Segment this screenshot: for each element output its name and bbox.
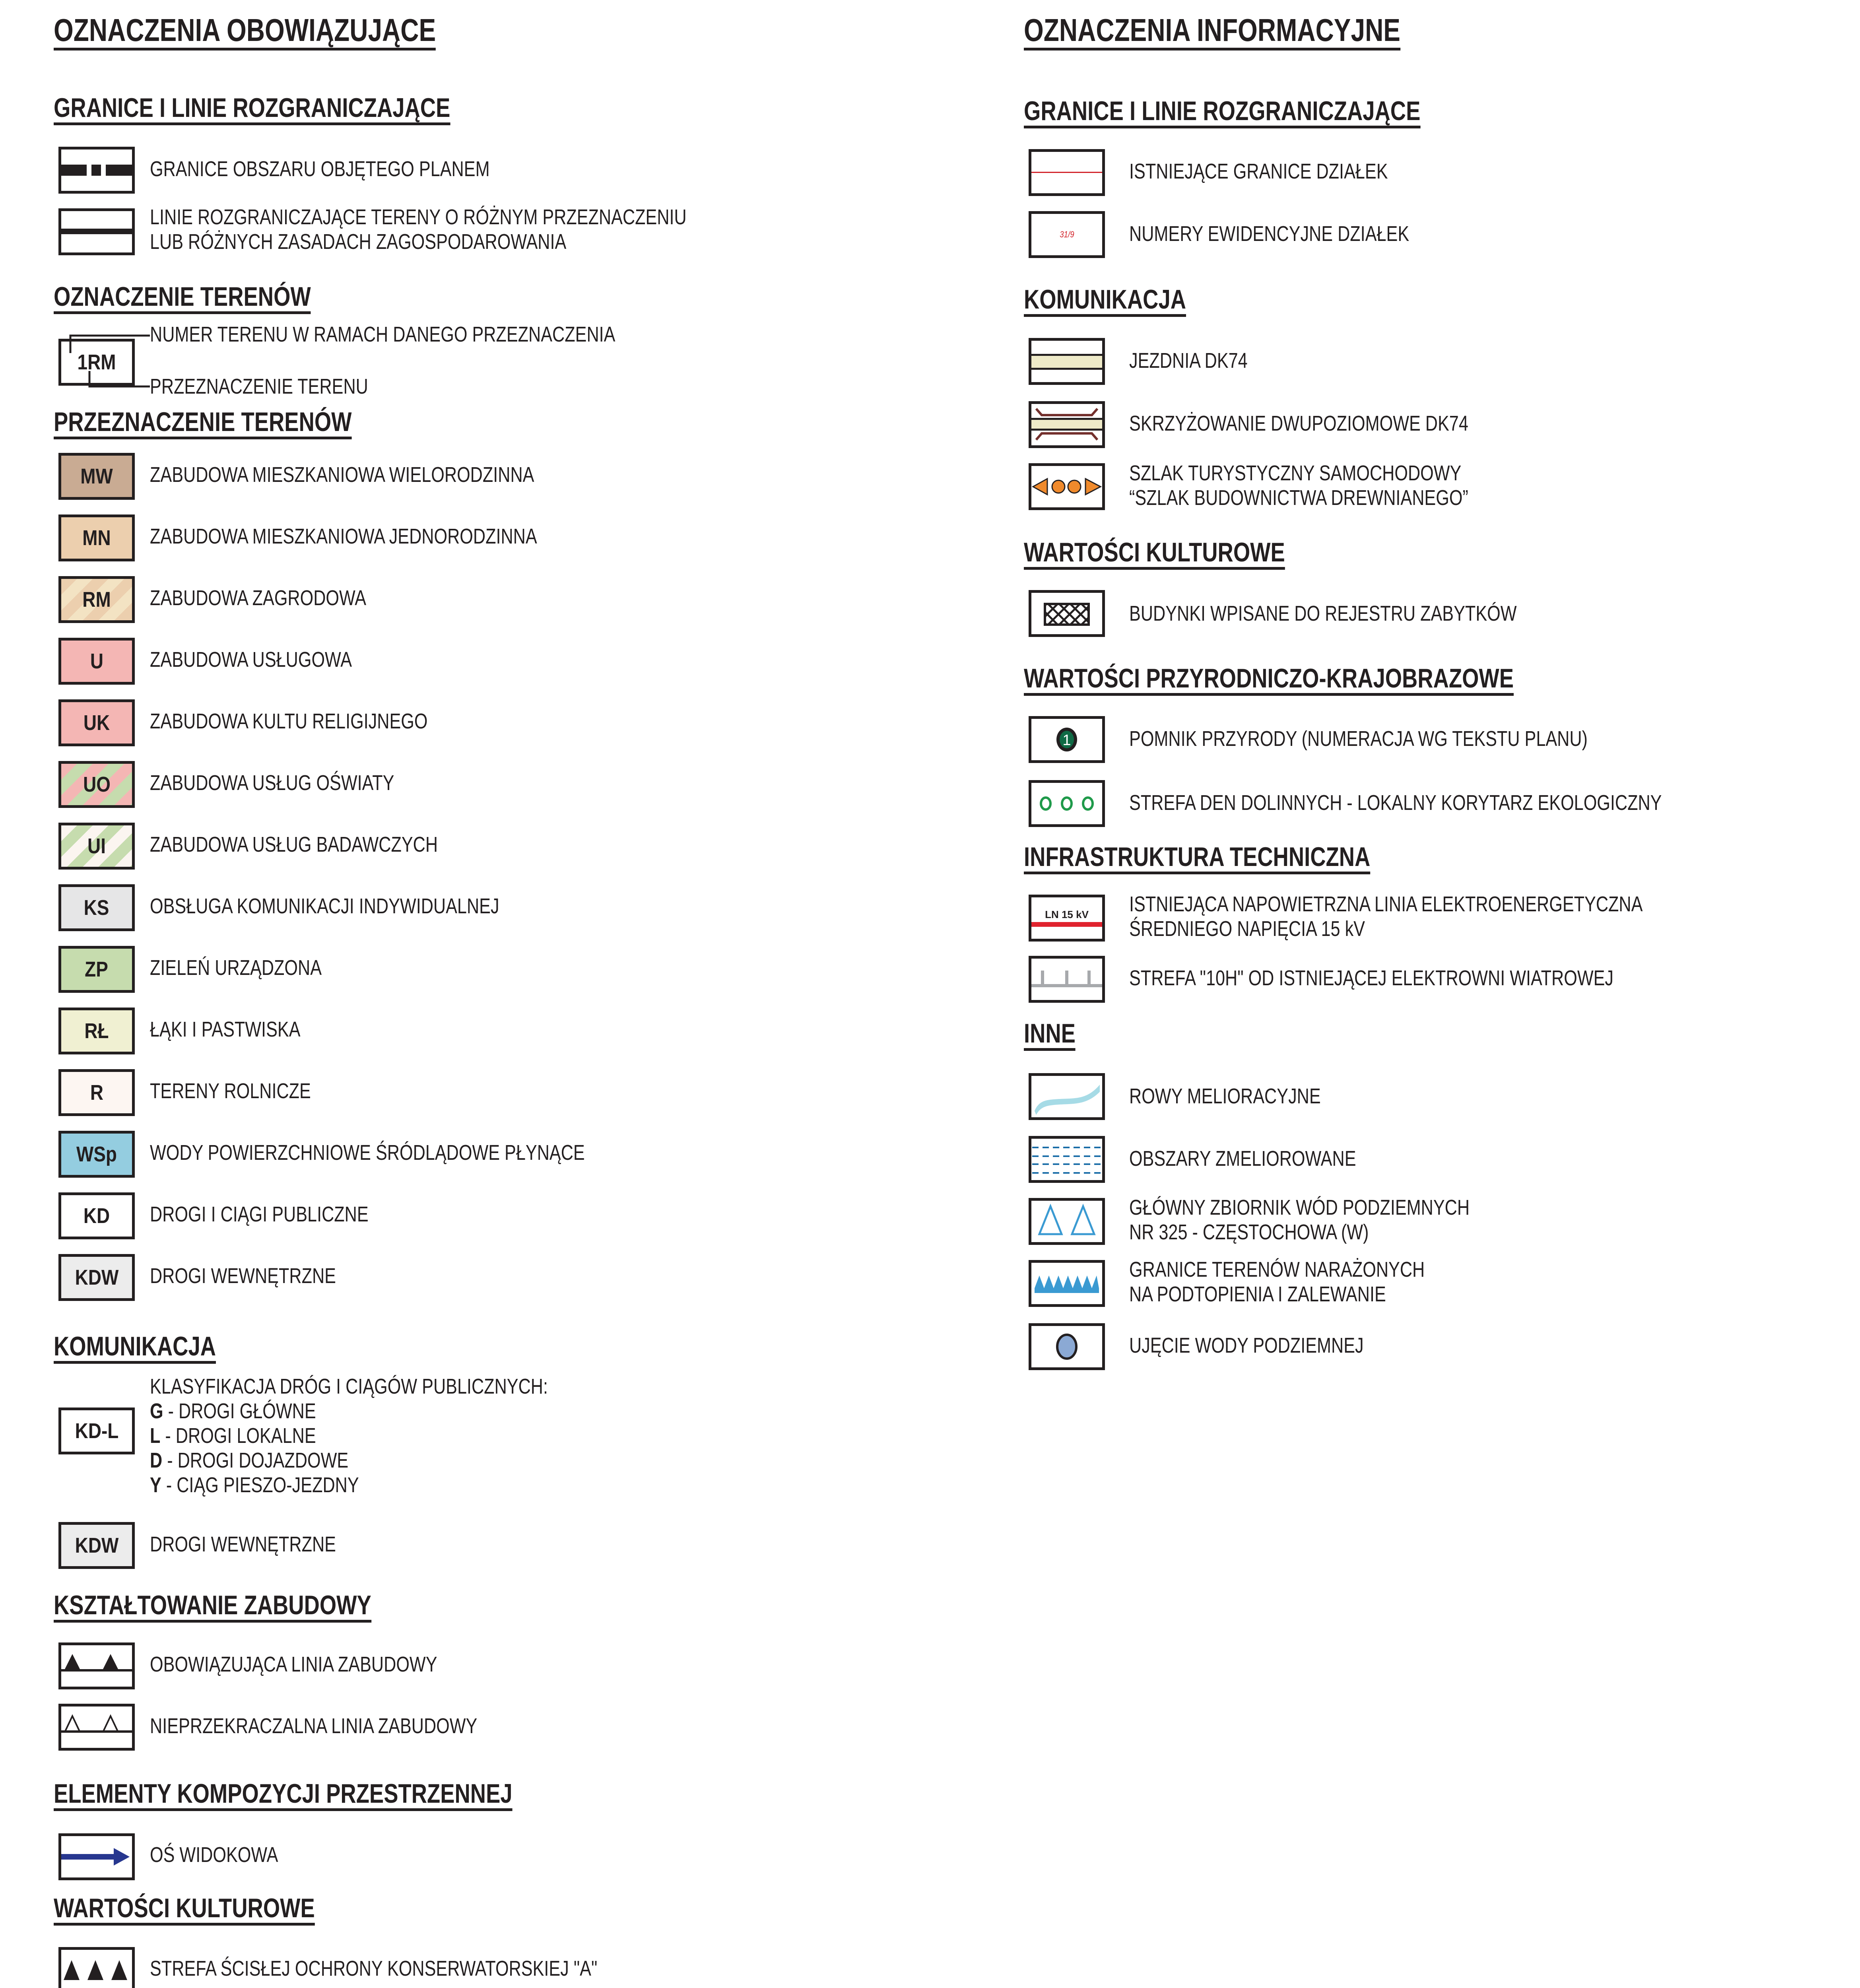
- land-use-code: KD: [83, 1204, 110, 1228]
- tourist-route-icon: [1029, 463, 1105, 510]
- right-title: OZNACZENIA INFORMACYJNE: [1024, 14, 1400, 50]
- legend-label: STREFA "10H" OD ISTNIEJĄCEJ ELEKTROWNI WIATROWEJ: [1129, 966, 1614, 990]
- land-use-swatch: [58, 514, 135, 561]
- parcel-number-sample: 31/9: [1059, 229, 1074, 239]
- land-use-code: ZP: [85, 957, 109, 981]
- land-use-swatch: [58, 1131, 135, 1178]
- mandatory-building-line-icon: [58, 1642, 135, 1689]
- land-use-label: WODY POWIERZCHNIOWE ŚRÓDLĄDOWE PŁYNĄCE: [150, 1141, 585, 1165]
- section-header-ksztaltowanie: KSZTAŁTOWANIE ZABUDOWY: [54, 1592, 371, 1623]
- legend-label: OŚ WIDOKOWA: [150, 1843, 278, 1867]
- power-line-code: LN 15 kV: [1045, 909, 1089, 920]
- land-use-swatch: [58, 823, 135, 870]
- land-use-label: DROGI WEWNĘTRZNE: [150, 1264, 336, 1288]
- legend-label: NUMER TERENU W RAMACH DANEGO PRZEZNACZENIA: [150, 322, 615, 346]
- aquifer-triangles-icon: [1029, 1198, 1105, 1245]
- legend-label: PRZEZNACZENIE TERENU: [150, 375, 368, 398]
- land-use-label: DROGI I CIĄGI PUBLICZNE: [150, 1202, 369, 1226]
- left-title: OZNACZENIA OBOWIĄZUJĄCE: [54, 14, 436, 50]
- land-use-label: ZIELEŃ URZĄDZONA: [150, 956, 322, 980]
- legend-label: OBOWIĄZUJĄCA LINIA ZABUDOWY: [150, 1652, 437, 1676]
- leader-lines-icon: [68, 333, 151, 389]
- section-header-infrastruktura: INFRASTRUKTURA TECHNICZNA: [1024, 843, 1370, 874]
- land-use-swatch: [58, 699, 135, 746]
- land-use-label: ZABUDOWA KULTU RELIGIJNEGO: [150, 709, 428, 733]
- land-use-code: MW: [80, 464, 113, 488]
- land-use-code: KDW: [75, 1266, 118, 1289]
- road-class-item: [150, 1423, 316, 1448]
- land-use-swatch: [58, 1069, 135, 1116]
- nature-monument-number: 1: [1062, 732, 1071, 749]
- legend-label: ISTNIEJĄCE GRANICE DZIAŁEK: [1129, 159, 1388, 183]
- section-header-kulturowe: WARTOŚCI KULTUROWE: [54, 1895, 315, 1926]
- land-use-code: WSp: [76, 1142, 117, 1166]
- legend-label: NR 325 - CZĘSTOCHOWA (W): [1129, 1220, 1369, 1244]
- land-use-code: R: [90, 1081, 103, 1105]
- land-use-label: ZABUDOWA USŁUGOWA: [150, 648, 352, 672]
- road-class-label: DROGI GŁÓWNE: [179, 1399, 316, 1423]
- legend-label: NUMERY EWIDENCYJNE DZIAŁEK: [1129, 222, 1410, 246]
- internal-road-code: KDW: [75, 1534, 118, 1557]
- land-use-label: ZABUDOWA ZAGRODOWA: [150, 586, 367, 610]
- land-use-label: TERENY ROLNICZE: [150, 1079, 311, 1103]
- land-use-code: KS: [84, 896, 109, 920]
- road-class-item: [150, 1473, 359, 1497]
- road-class-label: CIĄG PIESZO-JEZDNY: [177, 1473, 359, 1497]
- legend-label: STREFA ŚCISŁEJ OCHRONY KONSERWATORSKIEJ "A": [150, 1957, 598, 1980]
- area-code: 1RM: [77, 350, 116, 374]
- land-use-label: ŁĄKI I PASTWISKA: [150, 1017, 301, 1041]
- flood-risk-icon: [1029, 1260, 1105, 1307]
- road-class-key: L: [150, 1424, 161, 1448]
- legend-label: GŁÓWNY ZBIORNIK WÓD PODZIEMNYCH: [1129, 1196, 1470, 1219]
- legend-label: GRANICE OBSZARU OBJĘTEGO PLANEM: [150, 157, 490, 181]
- land-use-swatch: [58, 576, 135, 623]
- section-header-granice: GRANICE I LINIE ROZGRANICZAJĄCE: [54, 94, 450, 125]
- land-use-code: U: [90, 649, 103, 673]
- road-class-key: G: [150, 1399, 163, 1423]
- wind-turbine-zone-icon: [1029, 956, 1105, 1003]
- land-use-code: RŁ: [84, 1019, 109, 1043]
- interchange-icon: [1029, 401, 1105, 448]
- legend-label: UJĘCIE WODY PODZIEMNEJ: [1129, 1334, 1364, 1357]
- legend-label: KLASYFIKACJA DRÓG I CIĄGÓW PUBLICZNYCH:: [150, 1375, 548, 1398]
- section-header-komunikacja: KOMUNIKACJA: [54, 1333, 216, 1364]
- separator: -: [160, 1424, 176, 1448]
- parcel-boundary-icon: [1029, 149, 1105, 196]
- legend-label: SKRZYŻOWANIE DWUPOZIOMOWE DK74: [1129, 412, 1468, 435]
- legend-label: OBSZARY ZMELIOROWANE: [1129, 1147, 1356, 1171]
- legend-label: ROWY MELIORACYJNE: [1129, 1084, 1321, 1108]
- legend-label: ISTNIEJĄCA NAPOWIETRZNA LINIA ELEKTROENERGETYCZNA: [1129, 892, 1643, 916]
- land-use-swatch: [58, 1192, 135, 1239]
- land-use-swatch: [58, 638, 135, 685]
- groundwater-intake-icon: [1029, 1323, 1105, 1370]
- plan-boundary-icon: [58, 147, 135, 194]
- road-class-label: DROGI DOJAZDOWE: [177, 1448, 349, 1472]
- legend-label: BUDYNKI WPISANE DO REJESTRU ZABYTKÓW: [1129, 602, 1517, 625]
- legend-label: NIEPRZEKRACZALNA LINIA ZABUDOWY: [150, 1714, 478, 1738]
- land-use-code: RM: [82, 588, 111, 612]
- land-use-label: ZABUDOWA MIESZKANIOWA WIELORODZINNA: [150, 463, 534, 487]
- roadway-icon: [1029, 338, 1105, 385]
- land-use-swatch: [58, 761, 135, 808]
- land-use-code: UK: [83, 711, 110, 735]
- section-header-inne-info: INNE: [1024, 1020, 1076, 1051]
- land-use-code: UO: [83, 773, 111, 796]
- nature-monument-icon: [1029, 716, 1105, 763]
- road-class-code: KD-L: [75, 1419, 118, 1443]
- section-header-przeznaczenie: PRZEZNACZENIE TERENÓW: [54, 408, 352, 439]
- legend-label: SZLAK TURYSTYCZNY SAMOCHODOWY: [1129, 461, 1462, 485]
- road-class-key: Y: [150, 1473, 161, 1497]
- legend-label: LUB RÓŻNYCH ZASADACH ZAGOSPODAROWANIA: [150, 230, 567, 254]
- land-use-label: ZABUDOWA USŁUG BADAWCZYCH: [150, 833, 438, 856]
- land-use-label: ZABUDOWA USŁUG OŚWIATY: [150, 771, 394, 795]
- separator: -: [162, 1448, 178, 1472]
- road-class-item: [150, 1399, 316, 1423]
- section-header-granice-info: GRANICE I LINIE ROZGRANICZAJĄCE: [1024, 97, 1420, 128]
- legend-label: LINIE ROZGRANICZAJĄCE TERENY O RÓŻNYM PRZEZNACZENIU: [150, 205, 687, 229]
- legend-label: JEZDNIA DK74: [1129, 349, 1248, 373]
- section-header-przyrodnicze: WARTOŚCI PRZYRODNICZO-KRAJOBRAZOWE: [1024, 665, 1514, 696]
- legend-label: ŚREDNIEGO NAPIĘCIA 15 kV: [1129, 917, 1365, 941]
- land-use-swatch: [58, 1254, 135, 1301]
- land-use-swatch: [58, 946, 135, 993]
- legend-label: POMNIK PRZYRODY (NUMERACJA WG TEKSTU PLANU): [1129, 727, 1588, 751]
- non-exceedable-building-line-icon: [58, 1704, 135, 1751]
- land-use-code: UI: [87, 834, 106, 858]
- drainage-ditch-icon: [1029, 1073, 1105, 1120]
- internal-road-box: [58, 1522, 135, 1569]
- separator: -: [161, 1473, 177, 1497]
- land-use-swatch: [58, 1008, 135, 1054]
- land-use-swatch: [58, 884, 135, 931]
- legend-label: DROGI WEWNĘTRZNE: [150, 1532, 336, 1556]
- legend-label: “SZLAK BUDOWNICTWA DREWNIANEGO”: [1129, 486, 1468, 510]
- view-axis-arrow-icon: [58, 1833, 135, 1880]
- road-class-key: D: [150, 1448, 163, 1472]
- section-header-kompozycja: ELEMENTY KOMPOZYCJI PRZESTRZENNEJ: [54, 1780, 513, 1811]
- road-class-label: DROGI LOKALNE: [175, 1424, 316, 1448]
- zone-a-triangles-icon: [58, 1947, 135, 1988]
- road-class-box: [58, 1408, 135, 1454]
- power-line-icon: [1029, 895, 1105, 942]
- ecological-corridor-circles-icon: [1029, 780, 1105, 827]
- drained-area-dashes-icon: [1029, 1136, 1105, 1183]
- land-use-swatch: [58, 453, 135, 500]
- section-header-komunikacja-info: KOMUNIKACJA: [1024, 286, 1186, 317]
- registered-monument-crosshatch-icon: [1029, 590, 1105, 637]
- demarcation-line-icon: [58, 208, 135, 255]
- land-use-label: OBSŁUGA KOMUNIKACJI INDYWIDUALNEJ: [150, 894, 499, 918]
- road-class-item: [150, 1448, 348, 1473]
- legend-label: GRANICE TERENÓW NARAŻONYCH: [1129, 1258, 1425, 1281]
- legend-label: STREFA DEN DOLINNYCH - LOKALNY KORYTARZ EKOLOGICZNY: [1129, 791, 1662, 815]
- parcel-number-icon: [1029, 211, 1105, 258]
- section-header-oznaczenie: OZNACZENIE TERENÓW: [54, 283, 311, 314]
- legend-label: NA PODTOPIENIA I ZALEWANIE: [1129, 1282, 1386, 1306]
- section-header-kulturowe-info: WARTOŚCI KULTUROWE: [1024, 539, 1285, 570]
- land-use-label: ZABUDOWA MIESZKANIOWA JEDNORODZINNA: [150, 524, 537, 548]
- separator: -: [163, 1399, 179, 1423]
- land-use-code: MN: [82, 526, 111, 550]
